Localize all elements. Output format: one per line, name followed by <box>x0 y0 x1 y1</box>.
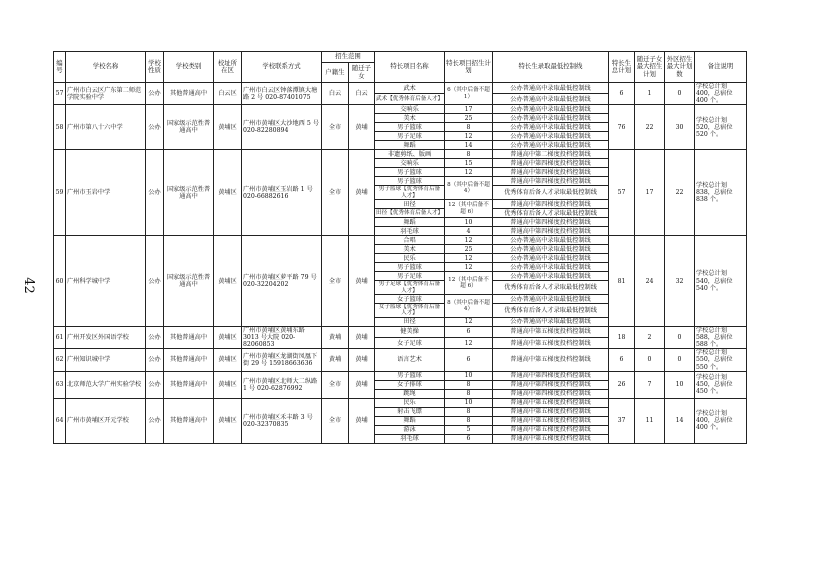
school-name: 广州科学城中学 <box>66 236 146 327</box>
min-control-line: 公办普通高中录取最低控制线 <box>493 272 609 281</box>
specialty-plan: 8 <box>445 123 493 132</box>
specialty-item: 舞蹈 <box>375 141 445 150</box>
specialty-item: 舞蹈 <box>375 218 445 227</box>
col-category: 学校类别 <box>164 52 214 83</box>
specialty-total: 76 <box>609 105 635 150</box>
min-control-line: 普通高中第四梯度投档控制线 <box>493 389 609 398</box>
scope-migrant: 黄埔 <box>349 236 375 327</box>
table-row <box>54 371 747 380</box>
scope-hukou: 全市 <box>322 150 349 236</box>
specialty-item: 健美操 <box>375 326 445 337</box>
school-no: 60 <box>54 236 66 327</box>
specialty-item: 男子篮球 <box>375 177 445 186</box>
school-name: 广州市白云区广东第二师范学院实验中学 <box>66 83 146 105</box>
min-control-line: 普通高中第四梯度投档控制线 <box>493 168 609 177</box>
specialty-plan: 6 <box>445 349 493 371</box>
scope-migrant: 黄埔 <box>349 349 375 371</box>
specialty-plan: 6（其中后备不超 1） <box>445 83 493 105</box>
scope-hukou: 黄埔 <box>322 326 349 348</box>
min-control-line: 普通高中第五梯度投档控制线 <box>493 416 609 425</box>
migrant-max: 17 <box>635 150 665 236</box>
school-no: 57 <box>54 83 66 105</box>
specialty-plan: 15 <box>445 159 493 168</box>
min-control-line: 公办普通高中录取最低控制线 <box>493 263 609 272</box>
table-row <box>54 150 747 159</box>
specialty-item: 男子篮球 <box>375 371 445 380</box>
specialty-plan: 12 <box>445 254 493 263</box>
migrant-max: 0 <box>635 349 665 371</box>
scope-hukou: 全市 <box>322 105 349 150</box>
specialty-plan: 10 <box>445 218 493 227</box>
remarks: 学校总计划 400，总宿位 400 个。 <box>695 83 747 105</box>
table-row <box>54 326 747 337</box>
school-contact: 广州市黄埔区北师大二纵路 1 号 020-62876992 <box>242 371 322 398</box>
specialty-item: 田径【优秀体育后备人才】 <box>376 210 444 216</box>
specialty-plan: 8 <box>445 407 493 416</box>
school-category: 国家级示范性普通高中 <box>164 150 214 236</box>
specialty-item: 射击飞镖 <box>375 407 445 416</box>
col-item: 特长项目名称 <box>375 52 445 83</box>
scope-hukou: 全市 <box>322 398 349 443</box>
specialty-plan: 8 <box>445 380 493 389</box>
min-control-line: 普通高中第五梯度投档控制线 <box>493 398 609 407</box>
specialty-plan: 17 <box>445 105 493 114</box>
specialty-item: 羽毛球 <box>375 434 445 443</box>
page-number: 42 <box>20 277 36 294</box>
scope-migrant: 黄埔 <box>349 150 375 236</box>
remarks: 学校总计划 520，总宿位 520 个。 <box>695 105 747 150</box>
table-header <box>54 52 747 83</box>
specialty-plan: 12 <box>445 338 493 349</box>
school-nature: 公办 <box>146 83 164 105</box>
school-category: 国家级示范性普通高中 <box>164 105 214 150</box>
min-control-line: 优秀体育后备人才录取最低控制线 <box>493 209 609 218</box>
min-control-line: 普通高中第五梯度投档控制线 <box>493 407 609 416</box>
specialty-plan: 10 <box>445 398 493 407</box>
col-scope-hukou: 户籍生 <box>322 63 349 83</box>
min-control-line: 优秀体育后备人才录取最低控制线 <box>493 186 609 200</box>
specialty-plan: 5 <box>445 425 493 434</box>
school-name: 北京师范大学广州实验学校 <box>66 371 146 398</box>
min-control-line: 普通高中第四梯度投档控制线 <box>493 200 609 209</box>
scope-hukou: 全市 <box>322 236 349 327</box>
min-control-line: 公办普通高中录取最低控制线 <box>493 123 609 132</box>
scope-migrant: 黄埔 <box>349 105 375 150</box>
school-district: 黄埔区 <box>214 105 242 150</box>
specialty-item: 游泳 <box>375 425 445 434</box>
specialty-plan: 6 <box>445 434 493 443</box>
specialty-plan: 14 <box>445 141 493 150</box>
outside-max: 32 <box>665 236 695 327</box>
outside-max: 10 <box>665 371 695 398</box>
specialty-total: 6 <box>609 83 635 105</box>
min-control-line: 普通高中第二梯度投档控制线 <box>493 150 609 159</box>
school-contact: 广州市黄埔区禾丰路 3 号 020-32370835 <box>242 398 322 443</box>
school-contact: 广州市黄埔区玉岩路 1 号 020-66882616 <box>242 150 322 236</box>
table-row <box>54 105 747 114</box>
min-control-line: 普通高中第四梯度投档控制线 <box>493 177 609 186</box>
school-district: 黄埔区 <box>214 398 242 443</box>
col-scope: 招生范围 <box>322 52 375 63</box>
specialty-item: 武术【优秀体育后备人才】 <box>375 94 445 105</box>
specialty-item: 武术 <box>375 83 445 94</box>
specialty-item: 民乐 <box>375 254 445 263</box>
specialty-plan: 8（其中后备不超 4） <box>445 295 493 318</box>
col-name: 学校名称 <box>66 52 146 83</box>
specialty-item: 非遗剪纸、版画 <box>375 150 445 159</box>
specialty-item: 交响乐 <box>375 159 445 168</box>
specialty-item: 男子足球【优秀体育后备人才】 <box>375 281 445 295</box>
min-control-line: 普通高中第四梯度投档控制线 <box>493 380 609 389</box>
min-control-line: 优秀体育后备人才录取最低控制线 <box>493 281 609 295</box>
outside-max: 0 <box>665 326 695 348</box>
school-name: 广州市第八十六中学 <box>66 105 146 150</box>
table-row <box>54 83 747 94</box>
scope-migrant: 黄埔 <box>349 371 375 398</box>
min-control-line: 普通高中第四梯度投档控制线 <box>493 227 609 236</box>
specialty-total: 37 <box>609 398 635 443</box>
specialty-total: 18 <box>609 326 635 348</box>
scope-migrant: 黄埔 <box>349 326 375 348</box>
min-control-line: 普通高中第五梯度投档控制线 <box>493 349 609 371</box>
min-control-line: 公办普通高中录取最低控制线 <box>493 295 609 304</box>
col-district: 校址所在区 <box>214 52 242 83</box>
col-migrant-max: 随迁子女最大招生计划 <box>635 52 665 83</box>
migrant-max: 24 <box>635 236 665 327</box>
school-contact: 广州市黄埔区萝平路 79 号 020-32204202 <box>242 236 322 327</box>
col-scope-migrant: 随迁子女 <box>349 63 375 83</box>
school-category: 其他普通高中 <box>164 83 214 105</box>
specialty-item: 语言艺术 <box>375 349 445 371</box>
specialty-plan: 25 <box>445 114 493 123</box>
scope-migrant: 白云 <box>349 83 375 105</box>
specialty-plan: 12 <box>445 132 493 141</box>
specialty-item: 田径 <box>375 200 445 209</box>
col-no: 编号 <box>54 52 66 83</box>
specialty-item: 女子排球 <box>375 380 445 389</box>
specialty-item: 男子篮球 <box>375 123 445 132</box>
min-control-line: 公办普通高中录取最低控制线 <box>493 245 609 254</box>
specialty-plan: 8 <box>445 150 493 159</box>
school-name: 广州开发区外国语学校 <box>66 326 146 348</box>
school-district: 黄埔区 <box>214 326 242 348</box>
school-nature: 公办 <box>146 349 164 371</box>
min-control-line: 公办普通高中录取最低控制线 <box>493 141 609 150</box>
specialty-plan: 8 <box>445 389 493 398</box>
min-control-line: 公办普通高中录取最低控制线 <box>493 83 609 94</box>
migrant-max: 7 <box>635 371 665 398</box>
min-control-line: 普通高中第五梯度投档控制线 <box>493 434 609 443</box>
specialty-total: 6 <box>609 349 635 371</box>
col-contact: 学校联系方式 <box>242 52 322 83</box>
outside-max: 14 <box>665 398 695 443</box>
school-category: 其他普通高中 <box>164 371 214 398</box>
school-no: 59 <box>54 150 66 236</box>
col-total: 特长生总计划 <box>609 52 635 83</box>
specialty-plan: 6 <box>445 326 493 337</box>
remarks: 学校总计划 550，总宿位 550 个。 <box>695 349 747 371</box>
specialty-total: 26 <box>609 371 635 398</box>
specialty-item: 交响乐 <box>375 105 445 114</box>
school-nature: 公办 <box>146 398 164 443</box>
school-no: 63 <box>54 371 66 398</box>
specialty-item: 男子足球 <box>375 272 445 281</box>
scope-migrant: 黄埔 <box>349 398 375 443</box>
school-district: 黄埔区 <box>214 371 242 398</box>
col-nature: 学校性质 <box>146 52 164 83</box>
school-district: 黄埔区 <box>214 236 242 327</box>
remarks: 学校总计划 540，总宿位 540 个。 <box>695 236 747 327</box>
min-control-line: 公办普通高中录取最低控制线 <box>493 114 609 123</box>
outside-max: 30 <box>665 105 695 150</box>
table-row <box>54 236 747 245</box>
col-plan: 特长项目招生计划 <box>445 52 493 83</box>
table-body <box>54 83 747 444</box>
school-name: 广州知识城中学 <box>66 349 146 371</box>
school-nature: 公办 <box>146 150 164 236</box>
migrant-max: 1 <box>635 83 665 105</box>
specialty-plan: 4 <box>445 227 493 236</box>
school-category: 国家级示范性普通高中 <box>164 236 214 327</box>
school-nature: 公办 <box>146 105 164 150</box>
specialty-plan: 12 <box>445 263 493 272</box>
specialty-item: 民乐 <box>375 398 445 407</box>
school-district: 黄埔区 <box>214 150 242 236</box>
specialty-item: 舞蹈 <box>375 416 445 425</box>
specialty-plan: 8（其中后备不超 4） <box>445 177 493 200</box>
school-category: 其他普通高中 <box>164 398 214 443</box>
min-control-line: 公办普通高中录取最低控制线 <box>493 105 609 114</box>
school-no: 64 <box>54 398 66 443</box>
school-name: 广州市黄埔区开元学校 <box>66 398 146 443</box>
min-control-line: 公办普通高中录取最低控制线 <box>493 132 609 141</box>
school-contact: 广州市黄埔区黄埔东路 3013 号大院 020-82060853 <box>242 326 322 348</box>
admissions-table <box>53 51 747 444</box>
outside-max: 0 <box>665 349 695 371</box>
specialty-item: 跳绳 <box>375 389 445 398</box>
school-nature: 公办 <box>146 326 164 348</box>
school-no: 58 <box>54 105 66 150</box>
school-no: 62 <box>54 349 66 371</box>
min-control-line: 公办普通高中录取最低控制线 <box>493 236 609 245</box>
remarks: 学校总计划 400，总宿位 400 个。 <box>695 398 747 443</box>
migrant-max: 2 <box>635 326 665 348</box>
min-control-line: 普通高中第五梯度投档控制线 <box>493 338 609 349</box>
migrant-max: 22 <box>635 105 665 150</box>
min-control-line: 公办普通高中录取最低控制线 <box>493 254 609 263</box>
school-no: 61 <box>54 326 66 348</box>
remarks: 学校总计划 450，总宿位 450 个。 <box>695 371 747 398</box>
school-category: 其他普通高中 <box>164 349 214 371</box>
specialty-item: 美术 <box>375 245 445 254</box>
remarks: 学校总计划 838，总宿位 838 个。 <box>695 150 747 236</box>
school-nature: 公办 <box>146 371 164 398</box>
school-nature: 公办 <box>146 236 164 327</box>
min-control-line: 优秀体育后备人才录取最低控制线 <box>493 304 609 318</box>
specialty-total: 57 <box>609 150 635 236</box>
min-control-line: 公办普通高中录取最低控制线 <box>493 317 609 326</box>
scope-hukou: 全市 <box>322 371 349 398</box>
specialty-item: 男子篮球 <box>375 168 445 177</box>
min-control-line: 普通高中第五梯度投档控制线 <box>493 326 609 337</box>
min-control-line: 普通高中第四梯度投档控制线 <box>493 159 609 168</box>
scope-hukou: 黄埔 <box>322 349 349 371</box>
min-control-line: 公办普通高中录取最低控制线 <box>493 94 609 105</box>
school-district: 白云区 <box>214 83 242 105</box>
school-contact: 广州市黄埔区大沙地西 5 号 020-82280894 <box>242 105 322 150</box>
specialty-plan: 12 <box>445 236 493 245</box>
remarks: 学校总计划 588，总宿位 588 个。 <box>695 326 747 348</box>
table-row <box>54 398 747 407</box>
migrant-max: 11 <box>635 398 665 443</box>
specialty-item: 羽毛球 <box>375 227 445 236</box>
specialty-item: 男子足球 <box>375 132 445 141</box>
table-row <box>54 349 747 371</box>
specialty-item: 合唱 <box>375 236 445 245</box>
min-control-line: 普通高中第四梯度投档控制线 <box>493 218 609 227</box>
specialty-plan: 8 <box>445 416 493 425</box>
specialty-plan: 12（其中后备不超 6） <box>445 272 493 295</box>
outside-max: 0 <box>665 83 695 105</box>
outside-max: 22 <box>665 150 695 236</box>
school-contact: 广州市白云区钟落潭镇大塘路 2 号 020-87401075 <box>242 83 322 105</box>
school-contact: 广州市黄埔区龙湖街凤凰下街 29 号 15918663636 <box>242 349 322 371</box>
specialty-item: 男子篮球 <box>375 263 445 272</box>
specialty-plan: 12（其中后备不超 6） <box>445 200 493 218</box>
specialty-plan: 10 <box>445 371 493 380</box>
min-control-line: 普通高中第五梯度投档控制线 <box>493 425 609 434</box>
scope-hukou: 白云 <box>322 83 349 105</box>
specialty-total: 81 <box>609 236 635 327</box>
specialty-item: 女子篮球【优秀体育后备人才】 <box>375 304 445 318</box>
min-control-line: 普通高中第四梯度投档控制线 <box>493 371 609 380</box>
specialty-plan: 12 <box>445 168 493 177</box>
col-outside-max: 外区招生最大计划数 <box>665 52 695 83</box>
col-line: 特长生录取最低控制线 <box>493 52 609 83</box>
school-category: 其他普通高中 <box>164 326 214 348</box>
specialty-item: 男子篮球【优秀体育后备人才】 <box>375 186 445 200</box>
specialty-item: 女子篮球 <box>375 295 445 304</box>
school-name: 广州市玉岩中学 <box>66 150 146 236</box>
specialty-plan: 25 <box>445 245 493 254</box>
col-remarks: 备注说明 <box>695 52 747 83</box>
specialty-item: 女子足球 <box>375 338 445 349</box>
school-district: 黄埔区 <box>214 349 242 371</box>
specialty-plan: 12 <box>445 317 493 326</box>
specialty-item: 田径 <box>375 317 445 326</box>
specialty-item: 美术 <box>375 114 445 123</box>
